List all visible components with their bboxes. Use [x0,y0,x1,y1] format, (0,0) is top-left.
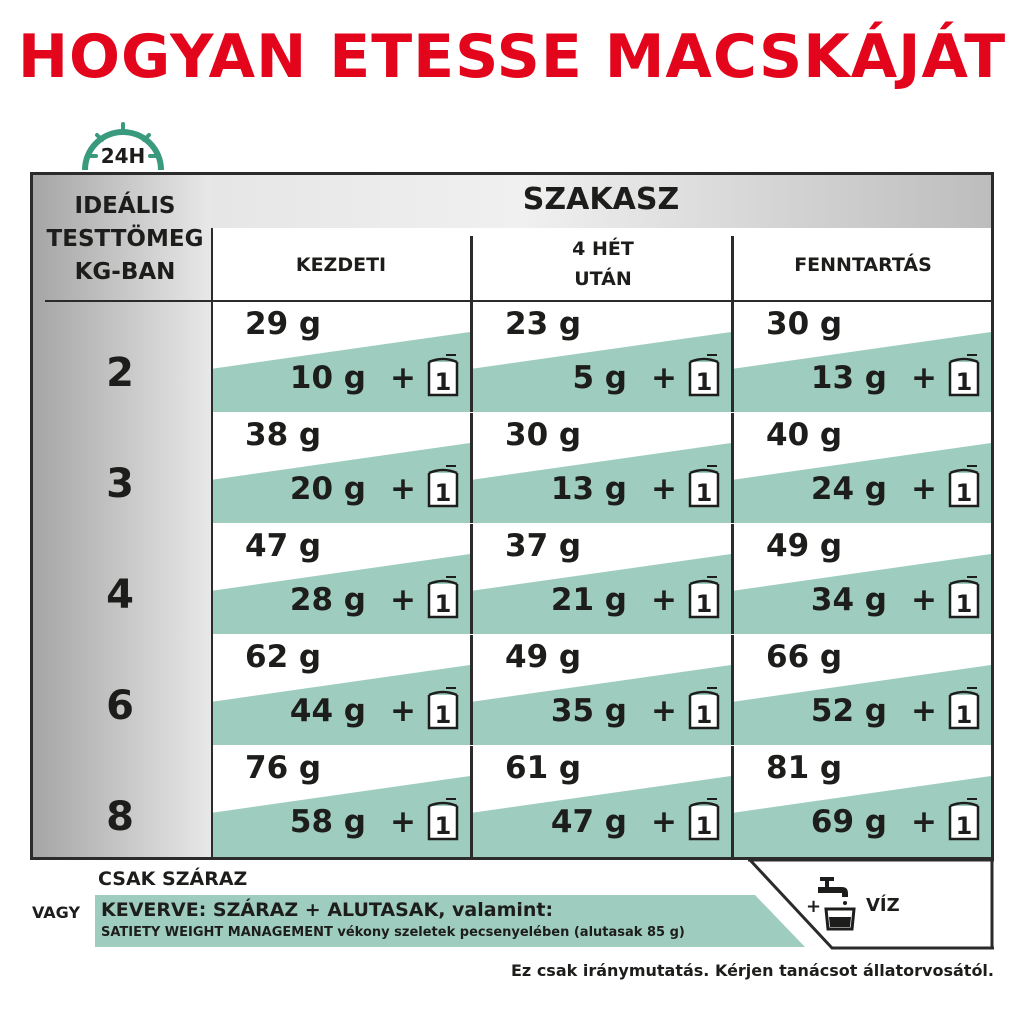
pouch-count: 1 [695,590,713,618]
dry-only-amount: 30 g [766,306,843,342]
mixed-dry-amount: 24 g [810,471,887,507]
plus-sign: + [651,582,677,618]
dry-only-amount: 66 g [766,639,843,675]
plus-sign: + [390,582,416,618]
portion-cell [734,524,991,635]
mixed-dry-amount: 20 g [289,471,366,507]
plus-sign: + [390,804,416,840]
pouch-count: 1 [695,812,713,840]
mixed-dry-amount: 34 g [810,582,887,618]
legend-mixed: KEVERVE: SZÁRAZ + ALUTASAK, valamint: [101,899,554,921]
pouch-icon [947,574,981,620]
dry-only-amount: 30 g [505,417,582,453]
water-plus: + [806,896,822,917]
mixed-dry-amount: 13 g [550,471,627,507]
weight-value: 8 [106,794,134,840]
weight-value: 4 [106,572,134,618]
pouch-count: 1 [695,368,713,396]
mixed-dry-amount: 69 g [810,804,887,840]
dry-only-amount: 47 g [245,528,322,564]
weight-value: 2 [106,350,134,396]
mixed-dry-amount: 35 g [550,693,627,729]
plus-sign: + [651,693,677,729]
weight-value: 6 [106,683,134,729]
pouch-count: 1 [434,590,452,618]
weight-header-line: KG-BAN [74,259,176,285]
pouch-icon [687,796,721,842]
pouch-icon [687,352,721,398]
portion-cell [734,746,991,857]
water-label: VÍZ [866,895,900,916]
plus-sign: + [651,360,677,396]
pouch-count: 1 [955,812,973,840]
plus-sign: + [911,360,937,396]
pouch-count: 1 [434,479,452,507]
weight-header-line: TESTTÖMEG [46,226,204,252]
mixed-dry-amount: 47 g [550,804,627,840]
portion-cell [473,302,731,413]
mixed-dry-amount: 58 g [289,804,366,840]
dry-only-amount: 29 g [245,306,322,342]
portion-cell [213,746,470,857]
plus-sign: + [390,693,416,729]
weight-header [45,190,205,289]
portion-cell [213,413,470,524]
pouch-icon [947,463,981,509]
dry-only-amount: 49 g [766,528,843,564]
dry-only-amount: 81 g [766,750,843,786]
pouch-icon [426,796,460,842]
plus-sign: + [651,471,677,507]
dry-only-amount: 38 g [245,417,322,453]
pouch-count: 1 [955,701,973,729]
stage-header: SZAKASZ [522,182,680,217]
dry-only-amount: 61 g [505,750,582,786]
plus-sign: + [390,471,416,507]
dry-only-amount: 62 g [245,639,322,675]
legend-or: VAGY [32,903,81,922]
mixed-dry-amount: 21 g [550,582,627,618]
weight-header-line: IDEÁLIS [74,193,176,219]
pouch-count: 1 [955,479,973,507]
portion-cell [734,302,991,413]
phase-label: FENNTARTÁS [794,254,932,276]
pouch-icon [687,463,721,509]
plus-sign: + [651,804,677,840]
legend-dry-only: CSAK SZÁRAZ [98,868,248,890]
plus-sign: + [911,582,937,618]
pouch-count: 1 [695,479,713,507]
pouch-icon [947,685,981,731]
portion-cell [213,635,470,746]
phase-header-after-4-weeks [474,234,732,294]
legend-product: SATIETY WEIGHT MANAGEMENT vékony szeletek pecsenyelében (alutasak 85 g) [101,925,685,940]
portion-cell [473,746,731,857]
mixed-dry-amount: 10 g [289,360,366,396]
pouch-count: 1 [695,701,713,729]
mixed-dry-amount: 5 g [572,360,627,396]
dry-only-amount: 49 g [505,639,582,675]
plus-sign: + [911,804,937,840]
mixed-dry-amount: 44 g [289,693,366,729]
phase-label: 4 HÉT [572,238,634,260]
dry-only-amount: 37 g [505,528,582,564]
disclaimer: Ez csak iránymutatás. Kérjen tanácsot állatorvosától. [511,961,994,980]
plus-sign: + [911,471,937,507]
dry-only-amount: 23 g [505,306,582,342]
pouch-count: 1 [955,590,973,618]
pouch-icon [687,574,721,620]
phase-label: KEZDETI [295,254,387,276]
mixed-dry-amount: 13 g [810,360,887,396]
mixed-dry-amount: 52 g [810,693,887,729]
dry-only-amount: 76 g [245,750,322,786]
clock-label: 24H [100,144,146,168]
weight-header-divider [45,300,211,302]
phase-header-initial [213,250,469,280]
plus-sign: + [911,693,937,729]
portion-cell [734,635,991,746]
mixed-dry-amount: 28 g [289,582,366,618]
pouch-count: 1 [955,368,973,396]
portion-cell [734,413,991,524]
plus-sign: + [390,360,416,396]
weight-value: 3 [106,461,134,507]
pouch-icon [426,574,460,620]
pouch-icon [947,796,981,842]
page-title: HOGYAN ETESSE MACSKÁJÁT [17,22,1007,92]
portion-cell [473,524,731,635]
portion-cell [213,524,470,635]
portion-cell [213,302,470,413]
pouch-icon [426,685,460,731]
pouch-icon [687,685,721,731]
pouch-icon [426,463,460,509]
portion-cell [473,635,731,746]
pouch-icon [426,352,460,398]
portion-cell [473,413,731,524]
phase-header-maintenance [735,250,991,280]
dry-only-amount: 40 g [766,417,843,453]
phase-label: UTÁN [574,268,632,290]
pouch-count: 1 [434,812,452,840]
pouch-icon [947,352,981,398]
water-tap-icon [816,875,860,933]
pouch-count: 1 [434,368,452,396]
clock-24h-icon [80,118,166,180]
pouch-count: 1 [434,701,452,729]
